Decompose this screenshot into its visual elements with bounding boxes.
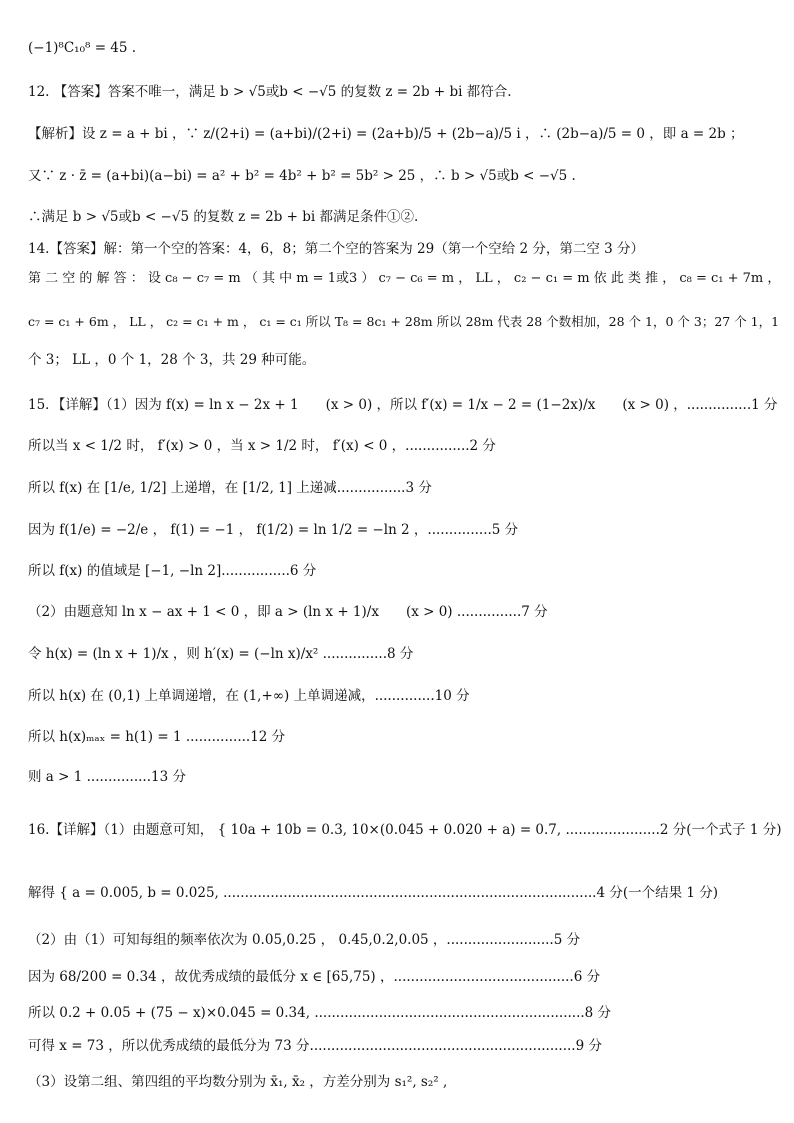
- line-11: 所以当 x < 1/2 时， f′(x) > 0 ，当 x > 1/2 时， f′(x) < 0 ，...............2 分: [28, 438, 496, 454]
- line-13: 因为 f(1/e) = −2/e ， f(1) = −1 ， f(1/2) = ln 1/2 = −ln 2 ，...............5 分: [28, 522, 519, 538]
- line-14: 所以 f(x) 的值域是 [−1, −ln 2]................6 分: [28, 563, 317, 579]
- line-2: 12. 【答案】答案不唯一，满足 b > √5或b < −√5 的复数 z = 2b + bi 都符合.: [28, 84, 512, 100]
- line-17: 所以 h(x) 在 (0,1) 上单调递增，在 (1,+∞) 上单调递减，..............10 分: [28, 688, 470, 704]
- line-25: 可得 x = 73 ，所以优秀成绩的最低分为 73 分..............................................................9 分: [28, 1038, 602, 1054]
- line-18: 所以 h(x)ₘₐₓ = h(1) = 1 ...............12 分: [28, 729, 286, 745]
- line-24: 所以 0.2 + 0.05 + (75 − x)×0.045 = 0.34, ...............................................................8 分: [28, 1005, 612, 1021]
- line-16: 令 h(x) = (ln x + 1)/x ，则 h′(x) = (−ln x)/x² ...............8 分: [28, 646, 414, 662]
- line-5: ∴满足 b > √5或b < −√5 的复数 z = 2b + bi 都满足条件①②.: [28, 209, 419, 225]
- line-20: 16.【详解】（1）由题意可知， { 10a + 10b = 0.3, 10×(0.045 + 0.020 + a) = 0.7, ......................2 分(一个式子 1 分): [28, 822, 782, 838]
- line-23: 因为 68/200 = 0.34 ，故优秀成绩的最低分 x ∈ [65,75) ，..........................................6 分: [28, 969, 601, 985]
- line-7: 第 二 空 的 解 答 ： 设 c₈ − c₇ = m （ 其 中 m = 1或3 ） c₇ − c₆ = m ， ⅬⅬ ， c₂ − c₁ = m 依 此 类 推 ， c₈ = c₁ + 7m ，: [28, 271, 781, 286]
- line-1: (−1)⁸C₁₀⁸ = 45 .: [28, 40, 137, 56]
- line-26: （3）设第二组、第四组的平均数分别为 x̄₁, x̄₂ ，方差分别为 s₁², s₂² ,: [28, 1074, 448, 1090]
- line-4: 又∵ z · z̄ = (a+bi)(a−bi) = a² + b² = 4b² + b² = 5b² > 25 ，∴ b > √5或b < −√5 .: [28, 168, 576, 184]
- line-12: 所以 f(x) 在 [1/e, 1/2] 上递增，在 [1/2, 1] 上递减................3 分: [28, 480, 432, 496]
- line-21: 解得 { a = 0.005, b = 0.025, .......................................................................................4 分(一个结果 1 分): [28, 885, 719, 901]
- line-15: （2）由题意知 ln x − ax + 1 < 0 ，即 a > (ln x + 1)/x (x > 0) ...............7 分: [28, 604, 548, 620]
- line-3: 【解析】设 z = a + bi ，∵ z/(2+i) = (a+bi)/(2+i) = (2a+b)/5 + (2b−a)/5 i ，∴ (2b−a)/5 = 0 ，即 a = 2b ；: [28, 126, 744, 142]
- line-10: 15．【详解】（1）因为 f(x) = ln x − 2x + 1 (x > 0) ，所以 f′(x) = 1/x − 2 = (1−2x)/x (x > 0) ，...............1 分: [28, 397, 778, 413]
- line-19: 则 a > 1 ...............13 分: [28, 769, 186, 785]
- line-9: 个 3； ⅬⅬ ，0 个 1，28 个 3，共 29 种可能。: [28, 352, 316, 368]
- line-8: c₇ = c₁ + 6m ， ⅬⅬ ， c₂ = c₁ + m ， c₁ = c₁ 所以 T₈ = 8c₁ + 28m 所以 28m 代表 28 个数相加，28 个 1，0 个 3；27 个 1，1: [28, 314, 780, 329]
- line-6: 14.【答案】解：第一个空的答案：4，6，8；第二个空的答案为 29（第一个空给 2 分，第二空 3 分）: [28, 241, 645, 257]
- line-22: （2）由（1）可知每组的频率依次为 0.05,0.25 ， 0.45,0.2,0.05 ，.........................5 分: [28, 932, 581, 948]
